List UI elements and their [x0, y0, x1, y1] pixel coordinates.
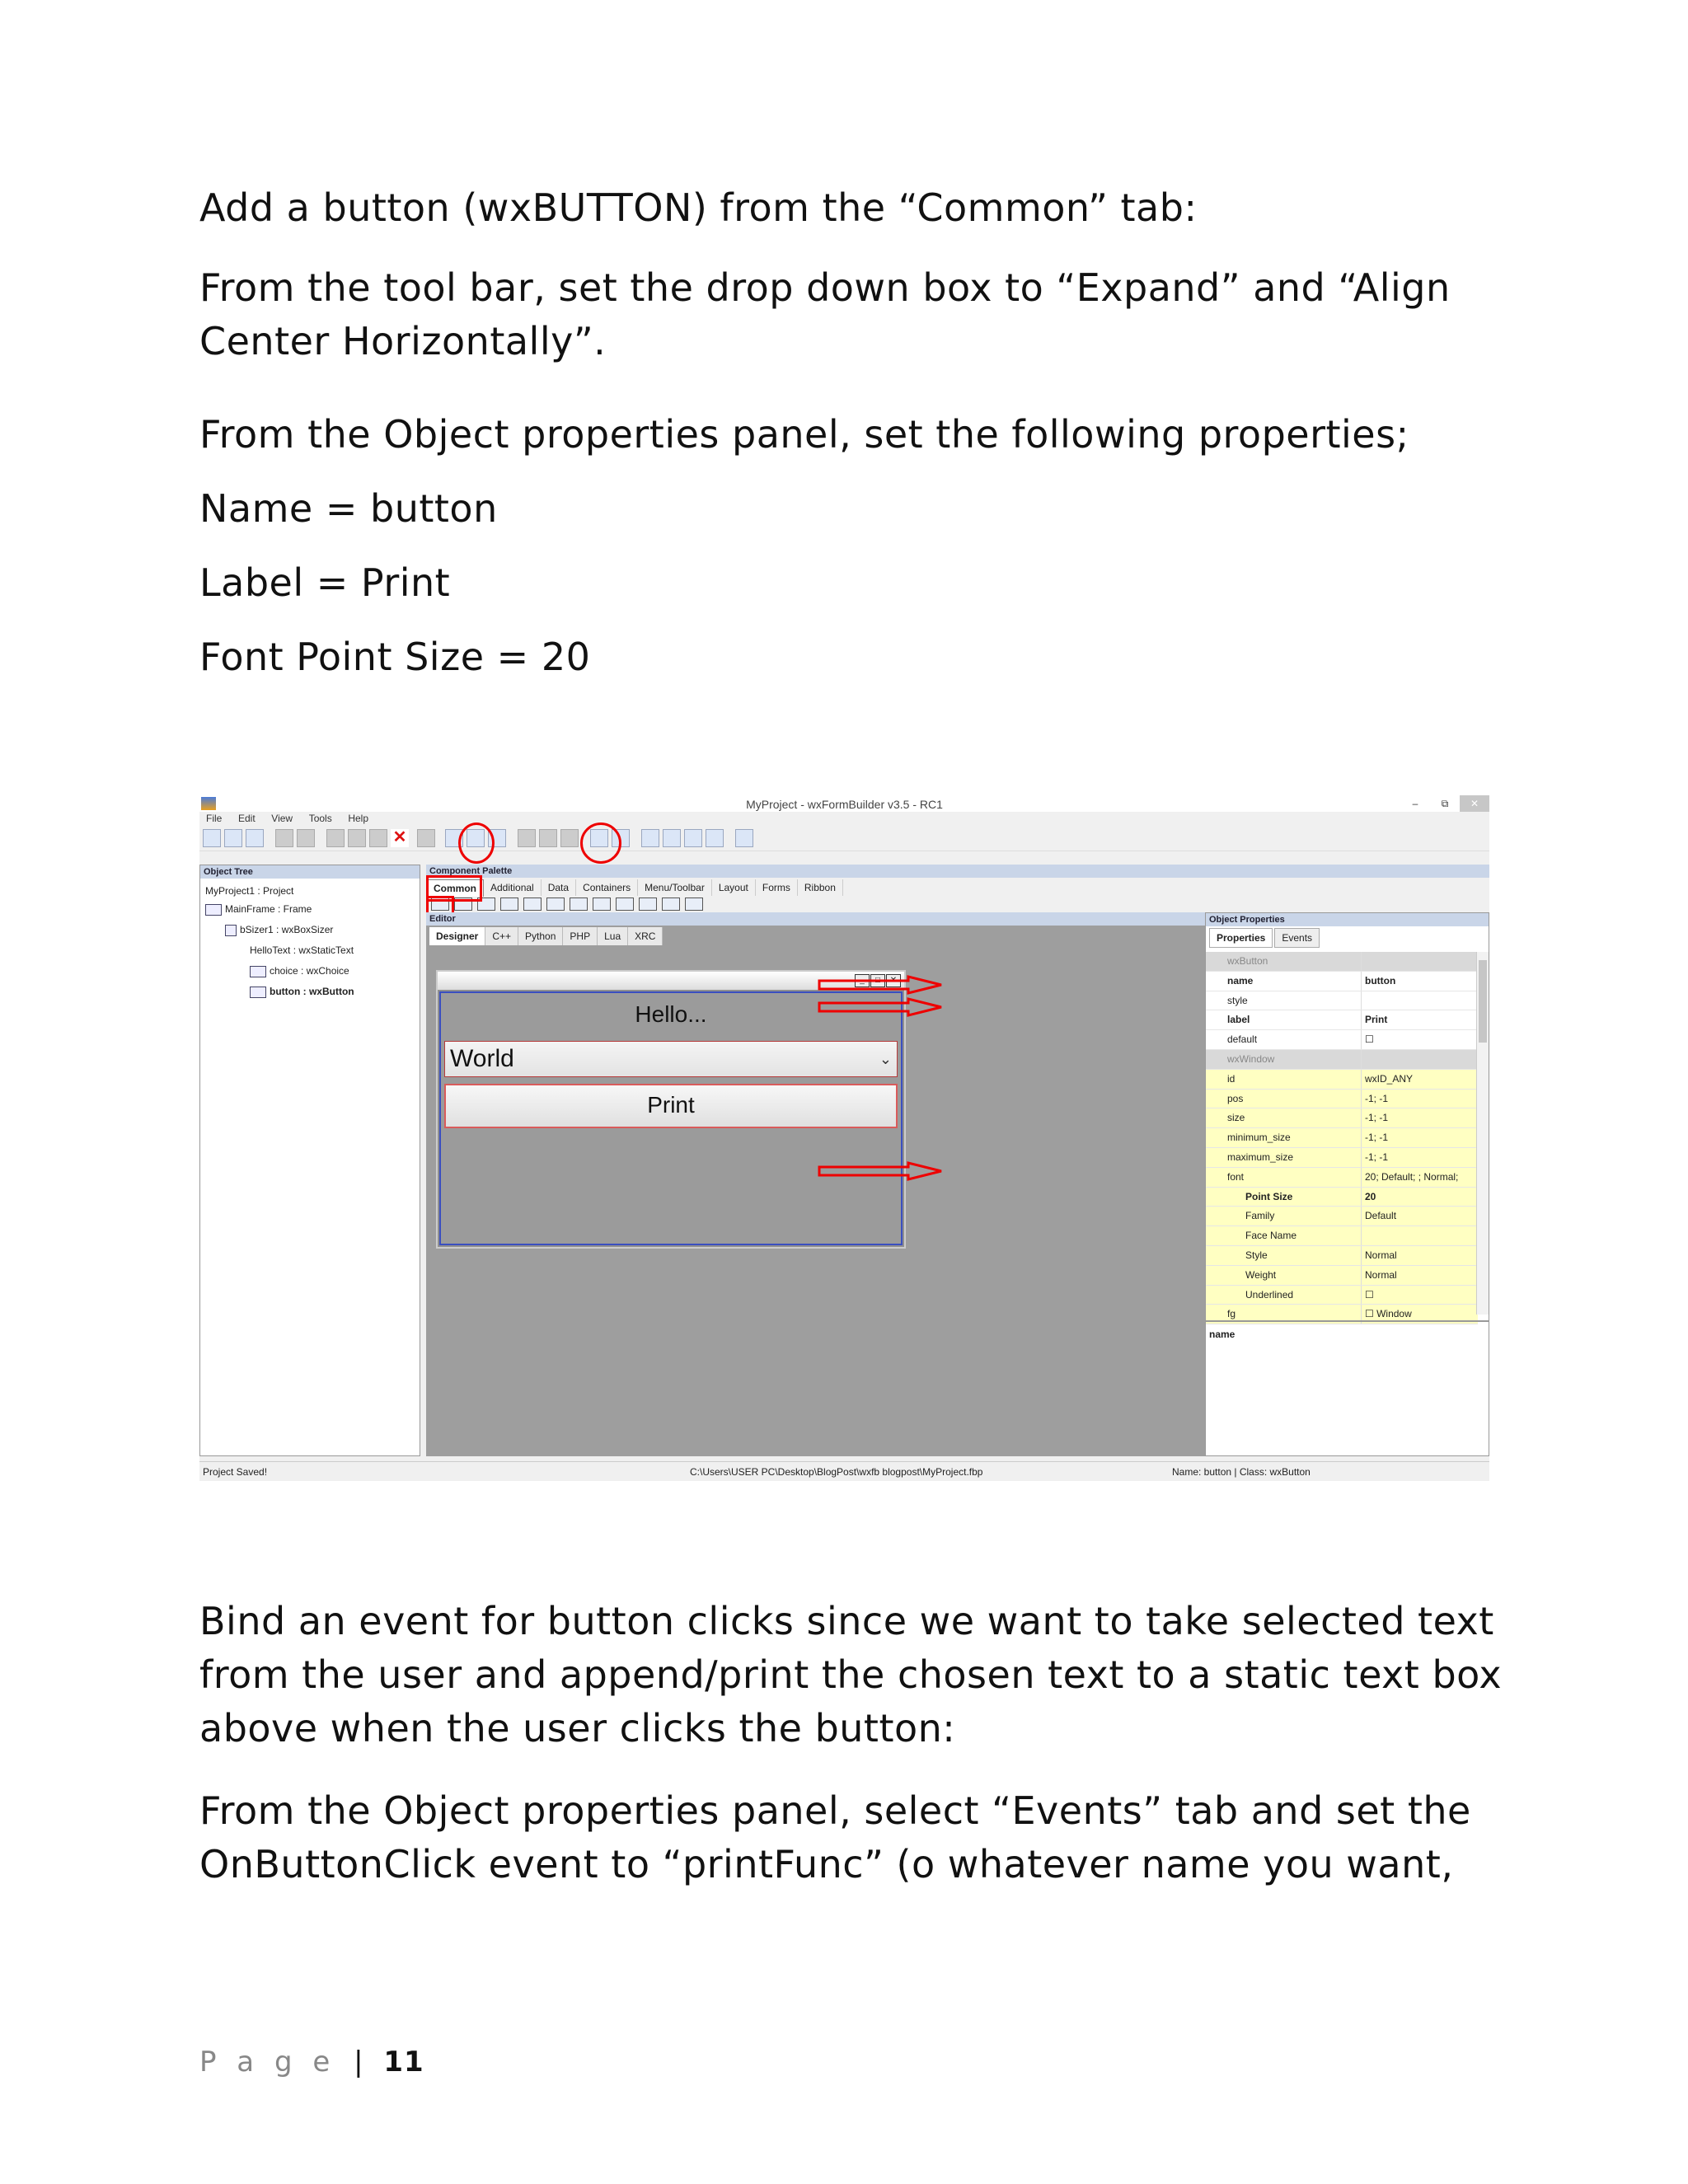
property-row[interactable]	[1206, 1207, 1478, 1226]
status-file-path: C:\Users\USER PC\Desktop\BlogPost\wxfb blogpost\MyProject.fbp	[690, 1466, 983, 1478]
toolbar	[199, 826, 1489, 851]
redo-icon[interactable]	[297, 829, 315, 847]
property-value[interactable]: ☐ Window	[1361, 1305, 1478, 1324]
wrap-icon[interactable]	[735, 829, 753, 847]
delete-icon[interactable]: ✕	[391, 829, 409, 847]
border-bottom-icon[interactable]	[706, 829, 724, 847]
property-value[interactable]: Print	[1361, 1010, 1478, 1029]
menu-tools[interactable]: Tools	[308, 813, 332, 824]
tree-item-choice-label: choice : wxChoice	[270, 965, 349, 977]
menu-file[interactable]: File	[206, 813, 223, 824]
tab-data[interactable]: Data	[542, 879, 576, 896]
scrollbar-thumb[interactable]	[1479, 960, 1487, 1043]
instruction-bind-event: Bind an event for button clicks since we want to take selected text from the user and append/print the chosen text to a static text box above when the user clicks the button:	[199, 1599, 1503, 1750]
property-value[interactable]: 20; Default; ; Normal;	[1361, 1168, 1478, 1187]
world-choice[interactable]	[444, 1041, 898, 1077]
property-key: Style	[1206, 1246, 1361, 1265]
property-row[interactable]	[1206, 1286, 1478, 1305]
combobox-icon[interactable]	[546, 898, 565, 911]
button-icon	[250, 987, 266, 998]
tab-menu-toolbar[interactable]: Menu/Toolbar	[638, 879, 712, 896]
tab-lua[interactable]: Lua	[598, 927, 628, 945]
property-key: label	[1227, 1014, 1250, 1026]
property-row[interactable]	[1206, 1246, 1478, 1266]
property-row	[1206, 1050, 1478, 1070]
editor-header: Editor	[426, 912, 1205, 926]
instruction-events-tab: From the Object properties panel, select “Events” tab and set the OnButtonClick event to “printFunc” (o whatever name you want,	[199, 1788, 1471, 1886]
border-top-icon[interactable]	[684, 829, 702, 847]
tree-item-choice[interactable]	[250, 965, 349, 977]
menu-view[interactable]: View	[271, 813, 293, 824]
window-controls	[1400, 795, 1489, 812]
status-message: Project Saved!	[203, 1466, 268, 1478]
tab-common[interactable]: Common	[426, 879, 484, 897]
tree-item-frame[interactable]	[205, 903, 312, 916]
property-value[interactable]: -1; -1	[1361, 1090, 1478, 1108]
textctrl-icon[interactable]	[500, 898, 518, 911]
property-key: style	[1227, 994, 1248, 1006]
tab-events[interactable]: Events	[1274, 928, 1320, 948]
property-label: Label = Print	[199, 560, 451, 605]
property-key: Face Name	[1206, 1226, 1361, 1245]
component-palette-header: Component Palette	[426, 865, 1489, 878]
property-row[interactable]	[1206, 972, 1478, 991]
property-key: fg	[1206, 1305, 1361, 1324]
highlight-expand	[580, 823, 621, 864]
property-value[interactable]: ☐	[1361, 1286, 1478, 1305]
property-key: pos	[1206, 1090, 1361, 1108]
form-body	[439, 991, 903, 1245]
radio-icon[interactable]	[639, 898, 657, 911]
property-row[interactable]	[1206, 1226, 1478, 1246]
editor-tabs	[429, 927, 663, 945]
tab-additional[interactable]: Additional	[484, 879, 542, 896]
instruction-add-button: Add a button (wxBUTTON) from the “Common” tab:	[199, 185, 1198, 230]
property-row[interactable]	[1206, 1030, 1478, 1050]
menu-edit[interactable]: Edit	[237, 813, 256, 824]
property-scrollbar[interactable]	[1476, 952, 1489, 1315]
property-key: maximum_size	[1206, 1148, 1361, 1167]
page-footer	[199, 2046, 424, 2079]
property-grid	[1206, 952, 1478, 1324]
tree-item-project[interactable]: MyProject1 : Project	[205, 885, 294, 897]
form-maximize-icon: □	[870, 974, 885, 987]
new-project-icon[interactable]	[203, 829, 221, 847]
property-font-size: Font Point Size = 20	[199, 635, 591, 679]
property-value[interactable]: Normal	[1361, 1246, 1478, 1265]
window-title: MyProject - wxFormBuilder v3.5 - RC1	[746, 798, 943, 811]
arrow-to-point-size	[818, 1161, 982, 1181]
choice-icon	[250, 966, 266, 977]
instruction-toolbar: From the tool bar, set the drop down box to “Expand” and “Align Center Horizontally”.	[199, 265, 1451, 363]
property-key: minimum_size	[1206, 1128, 1361, 1147]
property-key: wxWindow	[1227, 1052, 1275, 1065]
wxformbuilder-screenshot	[199, 795, 1489, 1481]
tab-designer[interactable]: Designer	[429, 927, 485, 945]
property-row[interactable]	[1206, 1070, 1478, 1090]
object-tree-panel	[199, 865, 420, 1456]
instruction-properties: From the Object properties panel, set the following properties;	[199, 412, 1409, 457]
listbox-icon[interactable]	[593, 898, 611, 911]
property-key: Underlined	[1206, 1286, 1361, 1305]
tab-forms[interactable]: Forms	[756, 879, 798, 896]
object-tree-header: Object Tree	[200, 865, 420, 879]
frame-icon	[205, 904, 222, 916]
property-row[interactable]	[1206, 1188, 1478, 1207]
description-title: name	[1209, 1329, 1236, 1340]
property-row	[1206, 952, 1478, 972]
close-button[interactable]: ✕	[1460, 795, 1489, 812]
cut-icon[interactable]	[326, 829, 345, 847]
page-number: 11	[383, 2046, 424, 2079]
property-value[interactable]: -1; -1	[1361, 1108, 1478, 1127]
border-left-icon[interactable]	[641, 829, 659, 847]
tree-item-sizer[interactable]	[225, 924, 333, 936]
form-minimize-icon: _	[855, 974, 870, 987]
property-value[interactable]: Normal	[1361, 1266, 1478, 1285]
tree-item-sizer-label: bSizer1 : wxBoxSizer	[240, 924, 334, 935]
restore-button[interactable]: ⧉	[1441, 797, 1449, 809]
object-properties-header: Object Properties	[1206, 913, 1489, 926]
minimize-button[interactable]: –	[1412, 798, 1418, 809]
editor-panel	[426, 912, 1205, 1456]
property-key: Point Size	[1206, 1188, 1361, 1207]
palette-tabs	[426, 879, 843, 896]
menu-bar	[199, 812, 1489, 825]
checkbox-icon[interactable]	[616, 898, 634, 911]
property-key: wxButton	[1227, 955, 1268, 967]
property-name: Name = button	[199, 486, 498, 531]
page-word: P a g e	[199, 2046, 336, 2079]
property-row[interactable]	[1206, 1168, 1478, 1188]
tree-item-button-label: button : wxButton	[270, 986, 354, 997]
tab-properties[interactable]: Properties	[1209, 928, 1273, 948]
property-key: Weight	[1206, 1266, 1361, 1285]
component-palette	[426, 865, 1489, 911]
property-key: size	[1206, 1108, 1361, 1127]
arrow-to-name	[818, 975, 982, 995]
property-row[interactable]	[1206, 991, 1478, 1011]
tab-python[interactable]: Python	[518, 927, 563, 945]
arrow-to-label	[818, 997, 982, 1017]
properties-tabs	[1209, 928, 1321, 946]
paste-icon[interactable]	[369, 829, 387, 847]
property-row[interactable]	[1206, 1128, 1478, 1148]
property-key: name	[1227, 974, 1254, 987]
property-value[interactable]: -1; -1	[1361, 1148, 1478, 1167]
generate-code-icon[interactable]	[417, 829, 435, 847]
page-separator: |	[354, 2046, 369, 2079]
choice-component-icon[interactable]	[570, 898, 588, 911]
tab-layout[interactable]: Layout	[712, 879, 756, 896]
property-value[interactable]	[1361, 1226, 1478, 1245]
status-bar	[199, 1461, 1489, 1481]
print-button[interactable]: Print	[444, 1084, 898, 1128]
property-row[interactable]	[1206, 1010, 1478, 1030]
property-key: font	[1206, 1168, 1361, 1187]
menu-help[interactable]: Help	[348, 813, 369, 824]
property-key: default	[1227, 1033, 1258, 1046]
bitmap-icon[interactable]	[523, 898, 542, 911]
property-value[interactable]	[1361, 1050, 1478, 1069]
form-close-icon: ✕	[886, 974, 901, 987]
open-icon[interactable]	[224, 829, 242, 847]
property-row[interactable]	[1206, 1090, 1478, 1109]
align-middle-icon[interactable]	[539, 829, 557, 847]
property-description	[1206, 1320, 1489, 1457]
property-key: Family	[1206, 1207, 1361, 1226]
tab-cpp[interactable]: C++	[485, 927, 518, 945]
sizer-icon	[225, 925, 237, 936]
slider-icon[interactable]	[662, 898, 680, 911]
gauge-icon[interactable]	[685, 898, 703, 911]
tab-xrc[interactable]: XRC	[628, 927, 663, 945]
align-top-icon[interactable]	[518, 829, 536, 847]
tab-php[interactable]: PHP	[563, 927, 598, 945]
property-value[interactable]	[1361, 991, 1478, 1010]
save-icon[interactable]	[246, 829, 264, 847]
property-row[interactable]	[1206, 1108, 1478, 1128]
tree-item-statictext[interactable]: HelloText : wxStaticText	[250, 944, 354, 956]
tree-item-button[interactable]	[250, 986, 354, 998]
property-row[interactable]	[1206, 1266, 1478, 1286]
status-selection: Name: button | Class: wxButton	[1172, 1466, 1311, 1478]
property-row[interactable]	[1206, 1148, 1478, 1168]
tab-ribbon[interactable]: Ribbon	[798, 879, 843, 896]
border-right-icon[interactable]	[663, 829, 681, 847]
tree-item-frame-label: MainFrame : Frame	[225, 903, 312, 915]
align-bottom-icon[interactable]	[560, 829, 579, 847]
property-value[interactable]: 20	[1361, 1188, 1478, 1207]
hello-static-text[interactable]: Hello...	[635, 1001, 707, 1027]
property-value[interactable]: button	[1361, 972, 1478, 991]
property-value[interactable]: Default	[1361, 1207, 1478, 1226]
title-bar	[199, 795, 1489, 812]
object-properties-panel	[1205, 912, 1489, 1456]
copy-icon[interactable]	[348, 829, 366, 847]
property-value[interactable]	[1361, 952, 1478, 971]
choice-value: World	[450, 1045, 514, 1072]
undo-icon[interactable]	[275, 829, 293, 847]
property-value[interactable]: wxID_ANY	[1361, 1070, 1478, 1089]
property-value[interactable]: -1; -1	[1361, 1128, 1478, 1147]
chevron-down-icon: ⌄	[879, 1051, 892, 1067]
highlight-align-center	[458, 823, 495, 864]
property-key: id	[1206, 1070, 1361, 1089]
property-value[interactable]: ☐	[1361, 1030, 1478, 1049]
tab-containers[interactable]: Containers	[576, 879, 638, 896]
